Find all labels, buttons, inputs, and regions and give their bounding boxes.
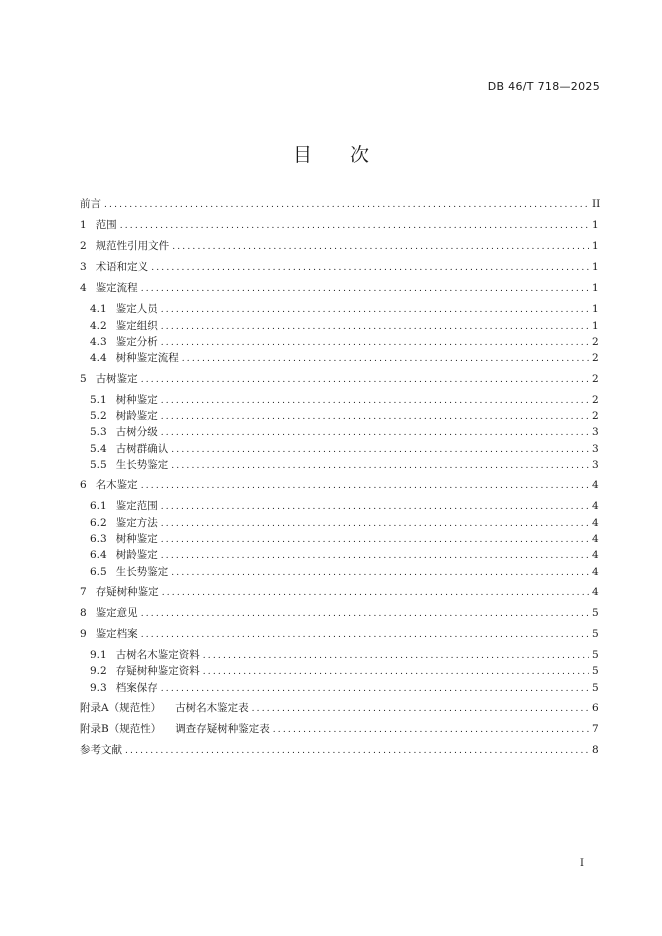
toc-page-number: 3: [592, 442, 599, 455]
toc-number: 4: [80, 282, 87, 295]
toc-entry-3[interactable]: [80, 257, 598, 278]
toc-label: 鉴定档案: [95, 628, 138, 640]
dot-leader: [120, 216, 589, 237]
toc-page-number: 5: [592, 649, 599, 662]
toc-number: 6.4: [90, 549, 107, 562]
toc-entry-9-3[interactable]: [80, 680, 598, 696]
dot-leader: [161, 532, 589, 548]
dot-leader: [104, 195, 589, 216]
toc-entry-5[interactable]: [80, 369, 598, 390]
toc-entry-4-2[interactable]: [80, 318, 598, 334]
toc-number: 5.5: [90, 458, 107, 471]
toc-label: 古树名木鉴定表: [175, 701, 249, 714]
dot-leader: [151, 258, 589, 279]
dot-leader: [273, 720, 589, 741]
toc-page-number: 2: [592, 410, 599, 423]
toc-page-number: 4: [592, 479, 599, 492]
dot-leader: [162, 583, 589, 604]
toc-number: 2: [80, 240, 87, 253]
toc-entry-5-1[interactable]: [80, 392, 598, 408]
toc-entry-foreword[interactable]: [80, 194, 601, 215]
toc-label: 鉴定人员: [115, 303, 158, 316]
toc-page-number: 4: [592, 565, 599, 578]
toc-number: 6.5: [90, 565, 107, 578]
toc-number: 5.4: [90, 442, 107, 455]
dot-leader: [125, 741, 589, 762]
toc-entry-4-3[interactable]: [80, 334, 598, 350]
toc-label: 生长势鉴定: [115, 458, 169, 471]
toc-number: 9.3: [90, 681, 107, 694]
toc-number: 8: [80, 606, 87, 619]
toc-page-number: 5: [592, 606, 599, 619]
toc-entry-9-2[interactable]: [80, 663, 598, 679]
toc-number: 6.2: [90, 516, 107, 529]
toc-number: 3: [80, 261, 87, 274]
title-char-2: 次: [350, 144, 370, 166]
dot-leader: [161, 393, 589, 409]
dot-leader: [161, 425, 589, 441]
toc-entry-5-2[interactable]: [80, 408, 598, 424]
toc-label: 树种鉴定: [115, 532, 158, 545]
dot-leader: [141, 279, 589, 300]
toc-page-number: 2: [592, 372, 599, 385]
dot-leader: [141, 625, 589, 646]
toc-entry-6[interactable]: [80, 475, 598, 496]
dot-leader: [161, 516, 589, 532]
toc-label: 规范性引用文件: [95, 240, 170, 253]
toc-entry-6-1[interactable]: [80, 498, 598, 514]
toc-label: 档案保存: [115, 681, 158, 694]
toc-entry-4[interactable]: [80, 278, 598, 299]
dot-leader: [161, 548, 589, 564]
dot-leader: [161, 681, 589, 697]
toc-page-number: 3: [592, 426, 599, 439]
dot-leader: [141, 476, 589, 497]
toc-page-number: 4: [592, 500, 599, 513]
toc-label: 鉴定范围: [115, 500, 158, 513]
dot-leader: [172, 237, 589, 258]
toc-page-number: 4: [592, 516, 599, 529]
toc-label: 生长势鉴定: [115, 565, 169, 578]
toc-page-number: 2: [592, 336, 599, 349]
toc-page-number: 5: [592, 681, 599, 694]
toc-page-number: 2: [592, 393, 599, 406]
toc-label: 参考文献: [80, 744, 122, 757]
toc-page-number: 3: [592, 458, 599, 471]
toc-page-number: II: [592, 198, 601, 210]
toc-entry-6-2[interactable]: [80, 515, 598, 531]
dot-leader: [203, 664, 589, 680]
toc-number: 9.2: [90, 665, 107, 678]
dot-leader: [171, 458, 589, 474]
toc-label: 树种鉴定流程: [115, 352, 179, 365]
toc-page-number: 1: [592, 261, 599, 274]
toc-entry-6-4[interactable]: [80, 547, 598, 563]
dot-leader: [161, 499, 589, 515]
toc-label: 树龄鉴定: [115, 410, 158, 423]
toc-entry-2[interactable]: [80, 236, 598, 257]
toc-label: 古树鉴定: [95, 372, 138, 385]
toc-page-number: 5: [592, 665, 599, 678]
toc-page-number: 6: [592, 701, 599, 714]
toc-number: 7: [80, 585, 87, 598]
toc-number: 6: [80, 479, 87, 492]
toc-label: 树龄鉴定: [115, 549, 158, 562]
toc-number: 6.1: [90, 500, 107, 513]
toc-label: 鉴定流程: [95, 282, 138, 295]
title-char-1: 目: [292, 144, 312, 166]
toc-page-number: 7: [592, 723, 599, 736]
toc-entry-5-3[interactable]: [80, 424, 598, 440]
toc-page-number: 1: [592, 319, 599, 332]
toc-label: 名木鉴定: [95, 479, 138, 492]
dot-leader: [161, 319, 589, 335]
toc-page-number: 1: [592, 282, 599, 295]
toc-page-number: 1: [592, 240, 599, 253]
toc-number: 6.3: [90, 532, 107, 545]
dot-leader: [161, 409, 589, 425]
toc-number: 4.3: [90, 336, 107, 349]
toc-number: 5.1: [90, 393, 107, 406]
toc-number: 9.1: [90, 649, 107, 662]
table-of-contents: [80, 194, 601, 761]
toc-number: 5.2: [90, 410, 107, 423]
page-number: I: [580, 858, 584, 869]
toc-entry-4-1[interactable]: [80, 301, 598, 317]
toc-label: 古树群确认: [115, 442, 169, 455]
toc-page-number: 5: [592, 628, 599, 640]
toc-page-number: 4: [592, 585, 599, 598]
toc-label: 术语和定义: [95, 261, 149, 274]
toc-entry-7[interactable]: [80, 582, 598, 603]
toc-number: 5: [80, 372, 87, 385]
toc-number: 4.4: [90, 352, 107, 365]
dot-leader: [141, 370, 589, 391]
toc-label: 前言: [80, 198, 101, 210]
toc-page-number: 4: [592, 549, 599, 562]
toc-label: 鉴定组织: [115, 319, 158, 332]
toc-entry-9-1[interactable]: [80, 647, 598, 663]
toc-entry-references[interactable]: [80, 740, 598, 761]
toc-entry-5-5[interactable]: [80, 457, 598, 473]
toc-entry-6-5[interactable]: [80, 564, 598, 580]
appendix-prefix: 附录A（规范性）: [80, 701, 162, 714]
toc-entry-5-4[interactable]: [80, 441, 598, 457]
toc-page-number: 1: [592, 219, 599, 232]
toc-number: 9: [80, 628, 87, 640]
toc-label: 存疑树种鉴定资料: [115, 665, 200, 678]
page-title: [0, 140, 662, 167]
toc-number: 1: [80, 219, 87, 232]
toc-page-number: 1: [592, 303, 599, 316]
dot-leader: [141, 604, 589, 625]
toc-number: 5.3: [90, 426, 107, 439]
toc-label: 古树名木鉴定资料: [115, 649, 200, 662]
dot-leader: [252, 699, 589, 720]
toc-number: 4.2: [90, 319, 107, 332]
toc-entry-8[interactable]: [80, 603, 598, 624]
dot-leader: [171, 565, 589, 581]
toc-label: 古树分级: [115, 426, 158, 439]
toc-entry-6-3[interactable]: [80, 531, 598, 547]
toc-label: 存疑树种鉴定: [95, 585, 159, 598]
dot-leader: [182, 351, 589, 367]
toc-entry-9[interactable]: [80, 624, 598, 645]
dot-leader: [203, 648, 589, 664]
toc-entry-4-4[interactable]: [80, 350, 598, 366]
toc-label: 调查存疑树种鉴定表: [175, 723, 270, 736]
toc-entry-appendix-b[interactable]: [80, 719, 598, 740]
toc-label: 鉴定分析: [115, 336, 158, 349]
toc-label: 鉴定意见: [95, 606, 138, 619]
dot-leader: [171, 442, 589, 458]
toc-entry-1[interactable]: [80, 215, 598, 236]
dot-leader: [161, 302, 589, 318]
standard-code: DB 46/T 718—2025: [487, 80, 600, 93]
toc-label: 树种鉴定: [115, 393, 158, 406]
toc-label: 范围: [95, 219, 117, 232]
appendix-prefix: 附录B（规范性）: [80, 723, 162, 736]
toc-page-number: 2: [592, 352, 599, 365]
toc-label: 鉴定方法: [115, 516, 158, 529]
toc-page-number: 8: [592, 744, 599, 757]
toc-entry-appendix-a[interactable]: [80, 698, 598, 719]
dot-leader: [161, 335, 589, 351]
toc-number: 4.1: [90, 303, 107, 316]
toc-page-number: 4: [592, 532, 599, 545]
